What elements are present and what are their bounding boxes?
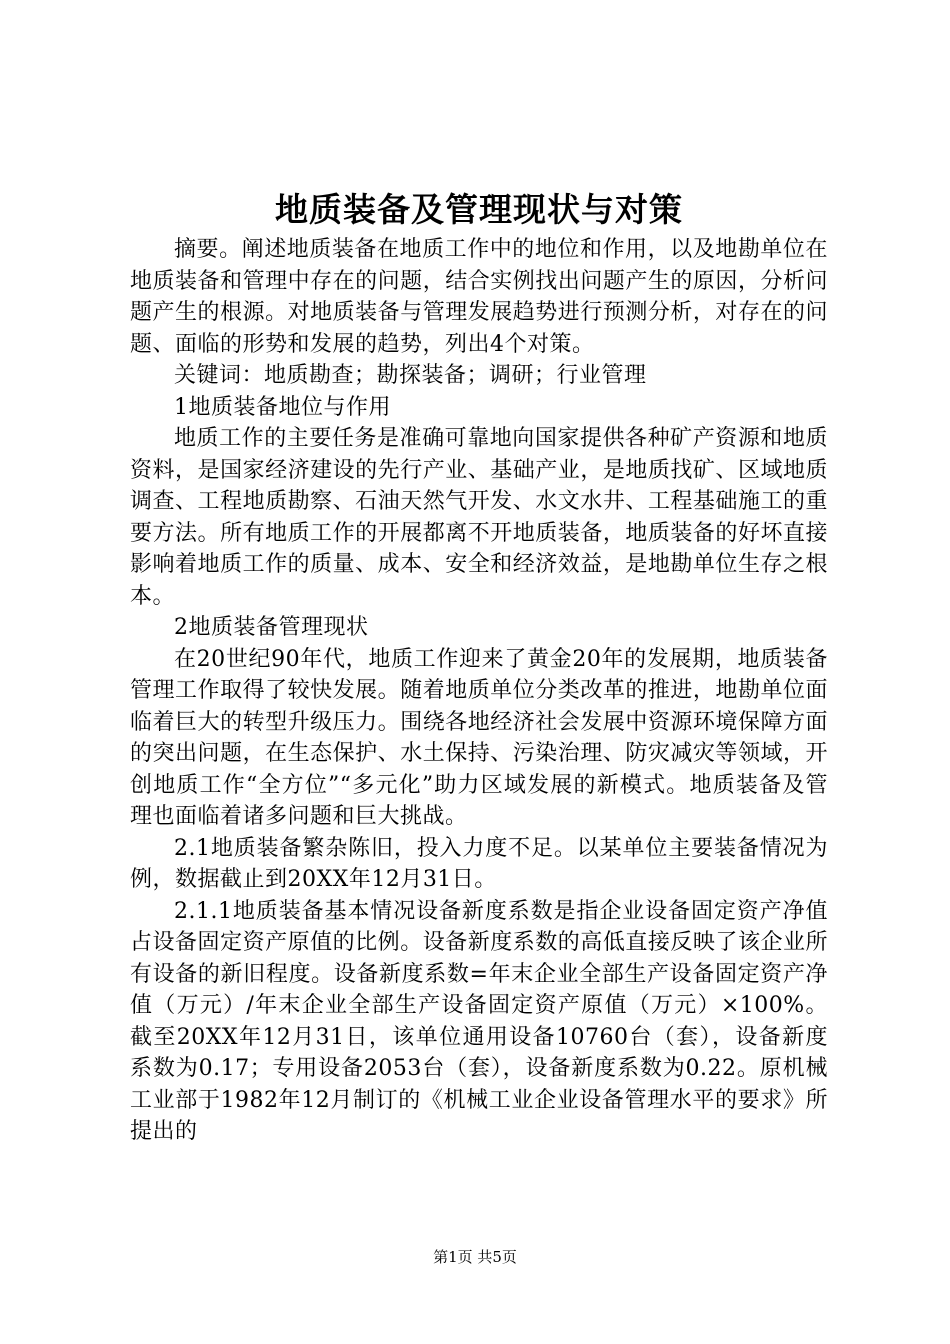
page-footer: 第1页 共5页: [433, 1248, 517, 1266]
document-page: [130, 188, 828, 1148]
subsection-paragraph-2-1-1: 2.1.1地质装备基本情况设备新度系数是指企业设备固定资产净值占设备固定资产原值的比例。设备新度系数的高低直接反映了该企业所有设备的新旧程度。设备新度系数=年末企业全部生产设备固定资产净值（万元）/年末企业全部生产设备固定资产原值（万元）×100%。截至20XX年12月31日，该单位通用设备10760台（套），设备新度系数为0.17；专用设备2053台（套），设备新度系数为0.22。原机械工业部于1982年12月制订的《机械工业企业设备管理水平的要求》所提出的: [130, 898, 828, 1144]
section-heading-1: 1地质装备地位与作用: [174, 394, 391, 420]
subsection-paragraph-2-1: 2.1地质装备繁杂陈旧，投入力度不足。以某单位主要装备情况为例，数据截止到20XX年12月31日。: [130, 835, 828, 892]
body-paragraph: 在20世纪90年代，地质工作迎来了黄金20年的发展期，地质装备管理工作取得了较快发展。随着地质单位分类改革的推进，地勘单位面临着巨大的转型升级压力。围绕各地经济社会发展中资源环境保障方面的突出问题，在生态保护、水土保持、污染治理、防灾减灾等领域，开创地质工作“全方位”“多元化”助力区域发展的新模式。地质装备及管理也面临着诸多问题和巨大挑战。: [130, 646, 828, 829]
document-title: 地质装备及管理现状与对策: [275, 190, 683, 229]
body-paragraph: 地质工作的主要任务是准确可靠地向国家提供各种矿产资源和地质资料，是国家经济建设的先行产业、基础产业，是地质找矿、区域地质调查、工程地质勘察、石油天然气开发、水文水井、工程基础施工的重要方法。所有地质工作的开展都离不开地质装备，地质装备的好坏直接影响着地质工作的质量、成本、安全和经济效益，是地勘单位生存之根本。: [130, 426, 828, 609]
abstract-paragraph: 摘要。阐述地质装备在地质工作中的地位和作用，以及地勘单位在地质装备和管理中存在的问题，结合实例找出问题产生的原因，分析问题产生的根源。对地质装备与管理发展趋势进行预测分析，对存在的问题、面临的形势和发展的趋势，列出4个对策。: [130, 237, 828, 357]
keywords-paragraph: 关键词：地质勘查；勘探装备；调研；行业管理: [174, 363, 647, 388]
section-heading-2: 2地质装备管理现状: [174, 615, 369, 640]
